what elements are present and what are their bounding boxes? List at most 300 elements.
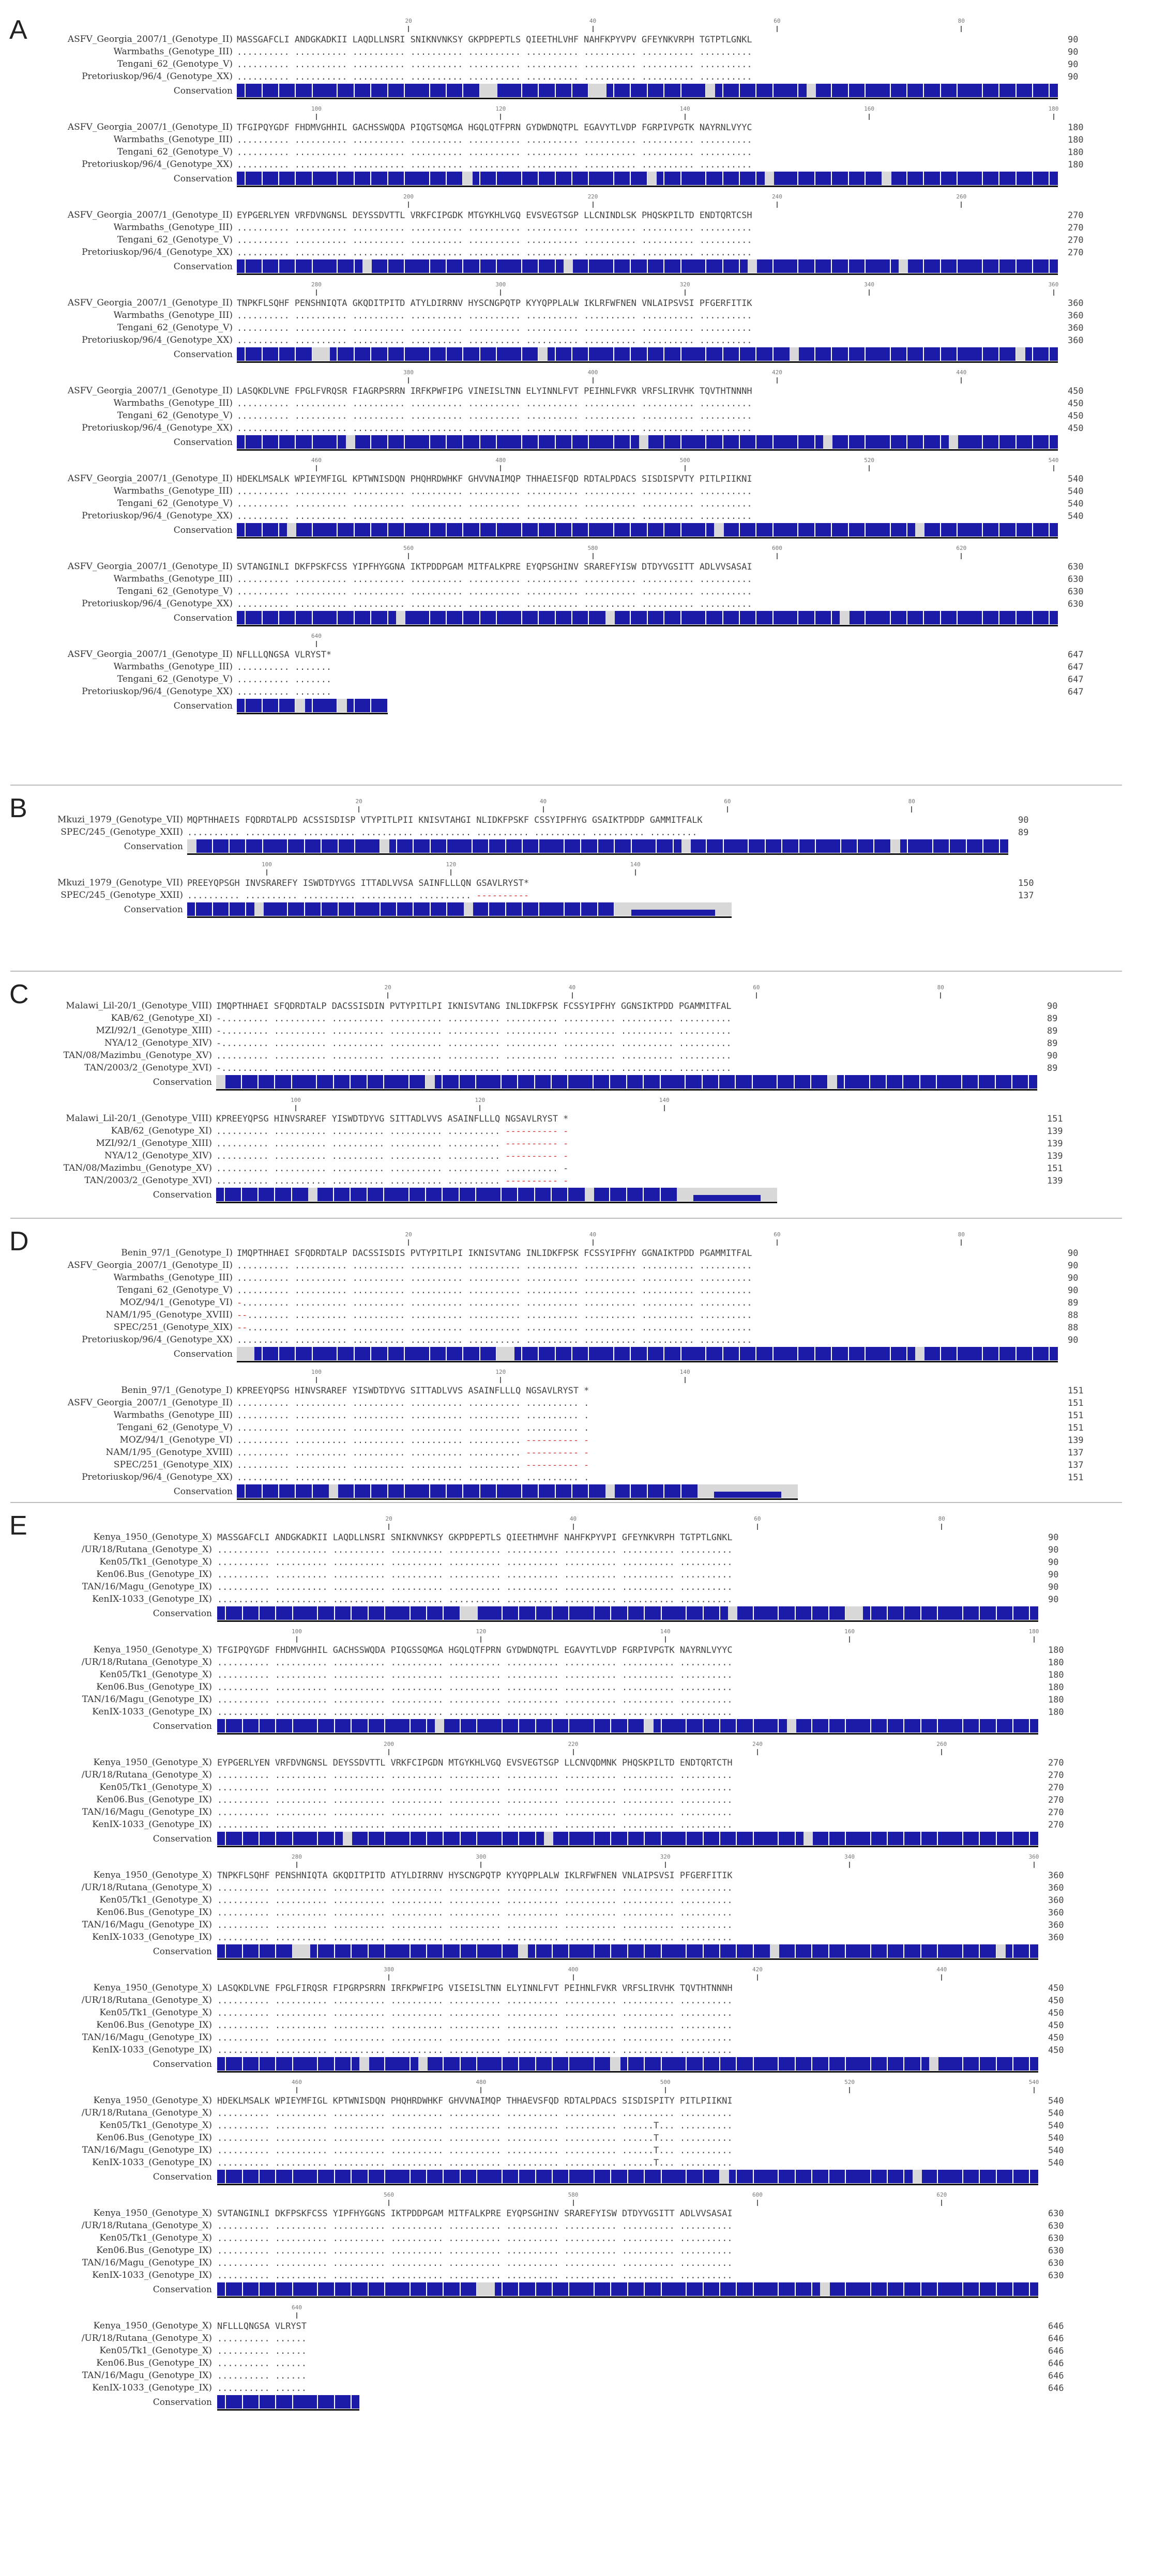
ruler-tick-label: 500 xyxy=(679,457,690,464)
conservation-notch xyxy=(535,1606,536,1620)
conservation-bar xyxy=(216,1188,777,1201)
ruler-tick-label: 240 xyxy=(771,193,782,200)
residue-count: 360 xyxy=(1048,1932,1064,1942)
conservation-bar xyxy=(237,84,1058,97)
conservation-notch xyxy=(1012,2170,1013,2183)
conservation-notch xyxy=(940,347,941,361)
sequence-residues: KPREEYQPSG HINVSRAREF YISWDTDYVG SITTADLVVS ASAINFLLLQ NGSAVLRYST * xyxy=(237,1385,589,1396)
residue-count: 450 xyxy=(1068,410,1084,421)
conservation-notch xyxy=(753,1832,754,1845)
ruler-tick-mark xyxy=(685,289,686,296)
residue-count: 360 xyxy=(1068,323,1084,333)
conservation-notch xyxy=(564,902,565,916)
conservation-notch xyxy=(367,1075,368,1088)
conservation-notch xyxy=(462,1484,463,1498)
conservation-notch xyxy=(429,259,430,273)
conservation-baseline xyxy=(237,273,1058,275)
conservation-gap xyxy=(418,2057,428,2071)
conservation-gap xyxy=(787,1719,796,1732)
sequence-residues: --........ .......... .......... .......... .......... .......... .......... .......... .......... xyxy=(237,1310,752,1320)
conservation-notch xyxy=(429,347,430,361)
conservation-notch xyxy=(462,435,463,449)
conservation-notch xyxy=(521,1347,522,1360)
ruler-tick-label: 20 xyxy=(355,798,362,805)
conservation-notch xyxy=(387,259,388,273)
ruler-tick-mark xyxy=(777,553,778,559)
conservation-notch xyxy=(257,1188,259,1201)
sequence-name: Tengani_62_(Genotype_V) xyxy=(117,147,233,157)
conservation-notch xyxy=(937,1944,938,1958)
residue-count: 90 xyxy=(1048,1544,1059,1555)
conservation-notch xyxy=(811,1719,812,1732)
residue-count: 139 xyxy=(1047,1151,1063,1161)
conservation-notch xyxy=(334,2395,335,2409)
conservation-notch xyxy=(354,523,355,536)
ruler-tick-mark xyxy=(500,114,501,120)
conservation-notch xyxy=(1029,2282,1030,2296)
conservation-notch xyxy=(957,523,958,536)
conservation-notch xyxy=(384,2057,385,2071)
conservation-notch xyxy=(384,2282,385,2296)
sequence-residues: .......... .......... .......... .......... .......... .......... .......... .......... .......... xyxy=(217,2258,733,2268)
conservation-notch xyxy=(521,523,522,536)
ruler-tick-label: 200 xyxy=(384,1741,395,1747)
conservation-notch xyxy=(848,172,849,185)
conservation-notch xyxy=(383,1075,384,1088)
conservation-notch xyxy=(982,172,983,185)
conservation-gap xyxy=(426,1075,435,1088)
sequence-residues: .......... .......... .......... .......... .......... .......... .......... .......... .......... xyxy=(217,1582,733,1592)
ruler-tick-label: 640 xyxy=(311,633,322,639)
conservation-bar xyxy=(216,1075,1037,1088)
sequence-residues: .......... .......... .......... .......... .......... ---------- - xyxy=(237,1447,589,1458)
conservation-notch xyxy=(384,1832,385,1845)
conservation-notch xyxy=(903,2057,904,2071)
residue-count: 540 xyxy=(1068,486,1084,496)
sequence-residues: .......... .......... .......... .......... .......... .......... .......... .......... .......... xyxy=(237,498,752,509)
conservation-notch xyxy=(647,611,648,624)
ruler-tick-mark xyxy=(777,377,778,384)
conservation-notch xyxy=(350,1188,351,1201)
conservation-notch xyxy=(242,2395,243,2409)
conservation-notch xyxy=(739,347,740,361)
conservation-notch xyxy=(795,1606,796,1620)
conservation-notch xyxy=(245,902,246,916)
sequence-residues: .......... .......... .......... .......... .......... .......... .......... .......... .......... xyxy=(237,323,752,333)
conservation-notch xyxy=(1049,84,1050,97)
conservation-notch xyxy=(630,84,631,97)
conservation-baseline xyxy=(237,449,1058,451)
conservation-notch xyxy=(594,1606,595,1620)
conservation-notch xyxy=(292,1606,293,1620)
conservation-notch xyxy=(383,1188,384,1201)
conservation-baseline xyxy=(187,916,732,918)
conservation-notch xyxy=(496,523,497,536)
conservation-notch xyxy=(443,2170,444,2183)
conservation-notch xyxy=(772,259,774,273)
panel-letter: D xyxy=(9,1226,29,1256)
ruler-tick-mark xyxy=(479,1105,480,1111)
conservation-notch xyxy=(594,1944,595,1958)
conservation-notch xyxy=(736,2170,737,2183)
ruler-tick-label: 420 xyxy=(771,369,782,376)
conservation-gap xyxy=(588,84,606,97)
ruler-tick-label: 160 xyxy=(864,105,875,112)
conservation-notch xyxy=(753,1944,754,1958)
ruler-tick-mark xyxy=(593,553,594,559)
conservation-notch xyxy=(923,435,924,449)
conservation-notch xyxy=(312,1484,313,1498)
residue-count: 90 xyxy=(1068,59,1079,69)
conservation-notch xyxy=(663,259,664,273)
residue-count: 180 xyxy=(1068,147,1084,157)
conservation-notch xyxy=(229,839,230,853)
residue-count: 646 xyxy=(1048,2321,1064,2331)
sequence-residues: .......... .......... .......... .......... .......... .......... .......... .......... .......... xyxy=(217,1594,733,1604)
conservation-notch xyxy=(962,1606,963,1620)
conservation-notch xyxy=(334,1832,335,1845)
sequence-name: Pretoriuskop/96/4_(Genotype_XX) xyxy=(82,335,233,345)
residue-count: 151 xyxy=(1068,1472,1084,1482)
conservation-notch xyxy=(982,1347,983,1360)
sequence-name: TAN/16/Magu_(Genotype_IX) xyxy=(82,1807,212,1817)
conservation-notch xyxy=(505,902,506,916)
conservation-gap xyxy=(915,523,924,536)
conservation-notch xyxy=(887,1944,888,1958)
sequence-residues: .......... .......... .......... .......... .......... .......... .......... .......... .......... xyxy=(217,1932,733,1942)
conservation-bar xyxy=(237,523,1058,536)
residue-count: 270 xyxy=(1048,1770,1064,1780)
conservation-notch xyxy=(594,1832,595,1845)
sequence-residues: .......... .......... .......... .......... .......... .......... .......... .......... .......... xyxy=(237,235,752,245)
conservation-notch xyxy=(274,1188,275,1201)
ruler-tick-label: 280 xyxy=(291,1853,302,1860)
conservation-notch xyxy=(396,839,397,853)
conservation-notch xyxy=(890,259,891,273)
residue-count: 647 xyxy=(1068,686,1084,697)
conservation-notch xyxy=(275,2282,276,2296)
conservation-notch xyxy=(609,1075,610,1088)
sequence-residues: .......... .......... .......... .......... .......... .......... .......... .......... .......... xyxy=(217,1795,733,1805)
conservation-notch xyxy=(686,1832,687,1845)
conservation-notch xyxy=(496,1484,497,1498)
conservation-notch xyxy=(1049,523,1050,536)
residue-count: 360 xyxy=(1068,310,1084,320)
conservation-notch xyxy=(568,1719,569,1732)
conservation-notch xyxy=(522,902,523,916)
ruler-tick-label: 560 xyxy=(403,545,414,551)
conservation-notch xyxy=(680,611,681,624)
conservation-notch xyxy=(567,1188,568,1201)
residue-count: 90 xyxy=(1068,1335,1079,1345)
conservation-notch xyxy=(772,84,774,97)
ruler-tick-label: 280 xyxy=(311,281,322,288)
conservation-notch xyxy=(630,611,631,624)
conservation-notch xyxy=(370,172,371,185)
conservation-notch xyxy=(722,259,723,273)
conservation-notch xyxy=(722,347,723,361)
conservation-notch xyxy=(811,2057,812,2071)
residue-count: 151 xyxy=(1068,1385,1084,1396)
sequence-residues: -......... .......... .......... .......... .......... .......... .......... .......... .......... xyxy=(216,1063,732,1073)
conservation-notch xyxy=(426,1832,427,1845)
conservation-notch xyxy=(459,1188,460,1201)
conservation-gap xyxy=(845,1606,863,1620)
conservation-label: Conservation xyxy=(153,1834,212,1844)
sequence-name: Kenya_1950_(Genotype_X) xyxy=(93,1757,212,1768)
conservation-notch xyxy=(644,1832,645,1845)
sequence-residues: NFLLLQNGSA VLRYST xyxy=(217,2321,307,2331)
sequence-name: Tengani_62_(Genotype_V) xyxy=(117,586,233,596)
ruler-tick-mark xyxy=(296,1862,297,1868)
conservation-notch xyxy=(429,1347,430,1360)
residue-count: 540 xyxy=(1048,2095,1064,2106)
conservation-notch xyxy=(387,347,388,361)
sequence-name: Pretoriuskop/96/4_(Genotype_XX) xyxy=(82,511,233,521)
residue-count: 360 xyxy=(1048,1907,1064,1918)
conservation-gap xyxy=(346,435,355,449)
conservation-notch xyxy=(521,1484,522,1498)
conservation-notch xyxy=(627,1719,628,1732)
conservation-notch xyxy=(1032,435,1033,449)
residue-count: 89 xyxy=(1047,1025,1058,1036)
conservation-notch xyxy=(262,839,263,853)
sequence-residues: KPREEYQPSG HINVSRAREF YISWDTDYVG SITTADLVVS ASAINFLLLQ NGSAVLRYST * xyxy=(216,1113,569,1124)
conservation-baseline xyxy=(217,1846,1038,1847)
conservation-notch xyxy=(719,2057,720,2071)
conservation-notch xyxy=(739,172,740,185)
conservation-notch xyxy=(845,1944,846,1958)
conservation-notch xyxy=(1049,172,1050,185)
conservation-notch xyxy=(940,435,941,449)
panel-divider xyxy=(10,1218,1122,1219)
conservation-notch xyxy=(814,435,815,449)
conservation-notch xyxy=(661,1606,662,1620)
conservation-notch xyxy=(979,2057,980,2071)
residue-count: 270 xyxy=(1068,247,1084,257)
conservation-baseline xyxy=(237,1498,798,1500)
conservation-notch xyxy=(242,1832,243,1845)
conservation-notch xyxy=(571,523,572,536)
conservation-notch xyxy=(479,1347,480,1360)
conservation-notch xyxy=(614,839,615,853)
sequence-name: Pretoriuskop/96/4_(Genotype_XX) xyxy=(82,247,233,257)
conservation-notch xyxy=(518,2282,519,2296)
conservation-notch xyxy=(338,902,339,916)
sequence-name: /UR/18/Rutana_(Genotype_X) xyxy=(81,2220,212,2231)
conservation-notch xyxy=(588,1347,589,1360)
conservation-notch xyxy=(890,435,891,449)
conservation-notch xyxy=(410,2282,411,2296)
residue-count: 450 xyxy=(1068,398,1084,408)
conservation-gap xyxy=(287,523,296,536)
conservation-notch xyxy=(368,2170,369,2183)
sequence-residues: .......... .......... .......... .......... .......... .......... .......... ......T... .......... xyxy=(217,2133,733,2143)
conservation-notch xyxy=(334,2057,335,2071)
ruler-tick-label: 620 xyxy=(936,2191,947,2198)
conservation-notch xyxy=(719,1832,720,1845)
sequence-residues: .......... .......... .......... .......... .......... .......... .......... .......... .......... xyxy=(217,2245,733,2256)
conservation-notch xyxy=(906,435,907,449)
conservation-gap xyxy=(807,84,816,97)
ruler-tick-mark xyxy=(316,1377,317,1383)
sequence-residues: .......... .......... .......... .......... .......... .......... .......... .......... .......... xyxy=(217,1882,733,1893)
sequence-residues: .......... .......... .......... .......... .......... .......... .......... .......... .......... xyxy=(217,1819,733,1830)
conservation-notch xyxy=(1015,259,1017,273)
conservation-bar xyxy=(217,2170,1038,2183)
ruler-tick-mark xyxy=(1053,289,1054,296)
residue-count: 360 xyxy=(1068,298,1084,308)
ruler-tick-label: 320 xyxy=(679,281,690,288)
conservation-label: Conservation xyxy=(153,1077,212,1087)
ruler-tick-label: 20 xyxy=(384,984,391,991)
ruler-tick-mark xyxy=(387,992,388,999)
conservation-notch xyxy=(568,2057,569,2071)
ruler-tick-mark xyxy=(849,2087,850,2093)
conservation-notch xyxy=(429,1484,430,1498)
sequence-residues: .......... .......... .......... .......... .......... .......... .......... .......... .......... xyxy=(237,59,752,69)
conservation-notch xyxy=(613,435,614,449)
conservation-notch xyxy=(865,435,866,449)
conservation-bar xyxy=(237,172,1058,185)
residue-count: 90 xyxy=(1068,1248,1079,1258)
conservation-gap xyxy=(728,1606,737,1620)
conservation-gap xyxy=(840,611,849,624)
conservation-notch xyxy=(387,1347,388,1360)
conservation-notch xyxy=(396,902,397,916)
panel-letter: C xyxy=(9,979,29,1009)
conservation-notch xyxy=(998,523,999,536)
conservation-notch xyxy=(937,1719,938,1732)
conservation-notch xyxy=(979,1944,980,1958)
residue-count: 630 xyxy=(1068,586,1084,596)
residue-count: 90 xyxy=(1047,1001,1058,1011)
conservation-notch xyxy=(333,1075,334,1088)
ruler-tick-label: 580 xyxy=(587,545,598,551)
conservation-notch xyxy=(538,259,539,273)
residue-count: 630 xyxy=(1048,2208,1064,2218)
conservation-notch xyxy=(1032,84,1033,97)
sequence-name: Warmbaths_(Genotype_III) xyxy=(113,222,233,233)
conservation-gap xyxy=(216,1075,225,1088)
ruler-tick-label: 540 xyxy=(1048,457,1059,464)
conservation-bar xyxy=(187,902,732,916)
conservation-notch xyxy=(736,1719,737,1732)
conservation-baseline xyxy=(237,1361,1058,1362)
sequence-residues: .......... ....... xyxy=(237,662,332,672)
conservation-notch xyxy=(351,1719,352,1732)
deletion-gap: ---------- - xyxy=(505,1151,569,1161)
conservation-notch xyxy=(705,347,706,361)
sequence-residues: .......... .......... .......... .......... .......... .......... .......... .......... .......... xyxy=(237,1260,752,1270)
conservation-notch xyxy=(225,1606,226,1620)
conservation-notch xyxy=(811,1944,812,1958)
conservation-label: Conservation xyxy=(173,525,233,535)
residue-count: 360 xyxy=(1068,335,1084,345)
conservation-notch xyxy=(703,2170,704,2183)
conservation-notch xyxy=(661,2282,662,2296)
sequence-residues: HDEKLMSALK WPIEYMFIGL KPTWNISDQN PHQHRDWHKF GHVVNAIMQP THHAEVSFQD RDTALPDACS SISDISPITY PITLPIIKNI xyxy=(217,2095,733,2106)
sequence-residues: IMQPTHHAEI SFQDRDTALP DACSSISDIS PVTYPITLPI IKNISVTANG INLIDKFPSK FCSSYIPFHY GGNAIKTPDD PGAMMITFAL xyxy=(237,1248,752,1258)
conservation-notch xyxy=(848,84,849,97)
deletion-gap: ---------- - xyxy=(526,1460,589,1470)
conservation-notch xyxy=(317,2057,318,2071)
sequence-name: Kenya_1950_(Genotype_X) xyxy=(93,1983,212,1993)
conservation-gap xyxy=(329,1484,338,1498)
conservation-notch xyxy=(873,839,874,853)
conservation-notch xyxy=(1049,259,1050,273)
conservation-gap xyxy=(519,1944,528,1958)
conservation-notch xyxy=(245,435,246,449)
conservation-notch xyxy=(588,259,589,273)
conservation-notch xyxy=(996,1606,997,1620)
conservation-notch xyxy=(225,1719,226,1732)
sequence-name: Ken05/Tk1_(Genotype_X) xyxy=(99,1557,212,1567)
sequence-residues: .......... .......... .......... .......... .......... .......... .......... .......... .......... xyxy=(217,2233,733,2243)
conservation-notch xyxy=(278,259,279,273)
sequence-name: KenIX-1033_(Genotype_IX) xyxy=(92,1594,212,1604)
ruler-tick-label: 180 xyxy=(1028,1628,1039,1635)
conservation-notch xyxy=(287,902,288,916)
conservation-notch xyxy=(702,1075,703,1088)
conservation-notch xyxy=(814,611,815,624)
residue-count: 450 xyxy=(1048,1983,1064,1993)
conservation-gap xyxy=(823,435,832,449)
residue-count: 646 xyxy=(1048,2358,1064,2368)
ruler-tick-mark xyxy=(1034,1862,1035,1868)
conservation-notch xyxy=(663,1347,664,1360)
conservation-notch xyxy=(429,172,430,185)
conservation-notch xyxy=(568,1832,569,1845)
sequence-residues: .......... .......... .......... .......... .......... .......... .......... .......... .......... xyxy=(217,1669,733,1680)
conservation-notch xyxy=(462,523,463,536)
conservation-notch xyxy=(292,2395,293,2409)
conservation-notch xyxy=(408,1188,410,1201)
conservation-notch xyxy=(295,347,296,361)
conservation-baseline xyxy=(237,361,1058,363)
conservation-notch xyxy=(597,902,598,916)
conservation-notch xyxy=(831,1347,832,1360)
sequence-name: ASFV_Georgia_2007/1_(Genotype_II) xyxy=(67,298,233,308)
conservation-notch xyxy=(814,259,815,273)
conservation-notch xyxy=(517,1188,518,1201)
ruler-tick-label: 80 xyxy=(958,1231,965,1238)
ruler-tick-label: 120 xyxy=(495,105,506,112)
conservation-notch xyxy=(368,1832,369,1845)
conservation-notch xyxy=(719,1606,720,1620)
conservation-notch xyxy=(797,611,798,624)
ruler-tick-mark xyxy=(849,1636,850,1643)
sequence-name: Kenya_1950_(Genotype_X) xyxy=(93,1532,212,1542)
sequence-residues: .......... .......... .......... .......... .......... .......... .......... ......T... .......... xyxy=(217,2145,733,2155)
conservation-notch xyxy=(753,1719,754,1732)
ruler-tick-mark xyxy=(869,289,870,296)
ruler-tick-label: 620 xyxy=(956,545,967,551)
ruler-tick-label: 340 xyxy=(864,281,875,288)
conservation-notch xyxy=(552,1719,553,1732)
conservation-notch xyxy=(831,523,832,536)
conservation-notch xyxy=(278,435,279,449)
residue-count: 180 xyxy=(1048,1707,1064,1717)
conservation-notch xyxy=(937,1832,938,1845)
conservation-notch xyxy=(568,2282,569,2296)
ruler-tick-label: 100 xyxy=(311,105,322,112)
sequence-residues: TFGIPQYGDF FHDMVGHHIL GACHSSWQDA PIQGTSQMGA HGQLQTFPRN GYDWDNQTPL EGAVYTLVDP FGRPIVPGTK NAYRNLVYYC xyxy=(237,122,752,132)
conservation-notch xyxy=(923,611,924,624)
conservation-notch xyxy=(610,1832,611,1845)
conservation-notch xyxy=(1049,1347,1050,1360)
conservation-notch xyxy=(538,1347,539,1360)
